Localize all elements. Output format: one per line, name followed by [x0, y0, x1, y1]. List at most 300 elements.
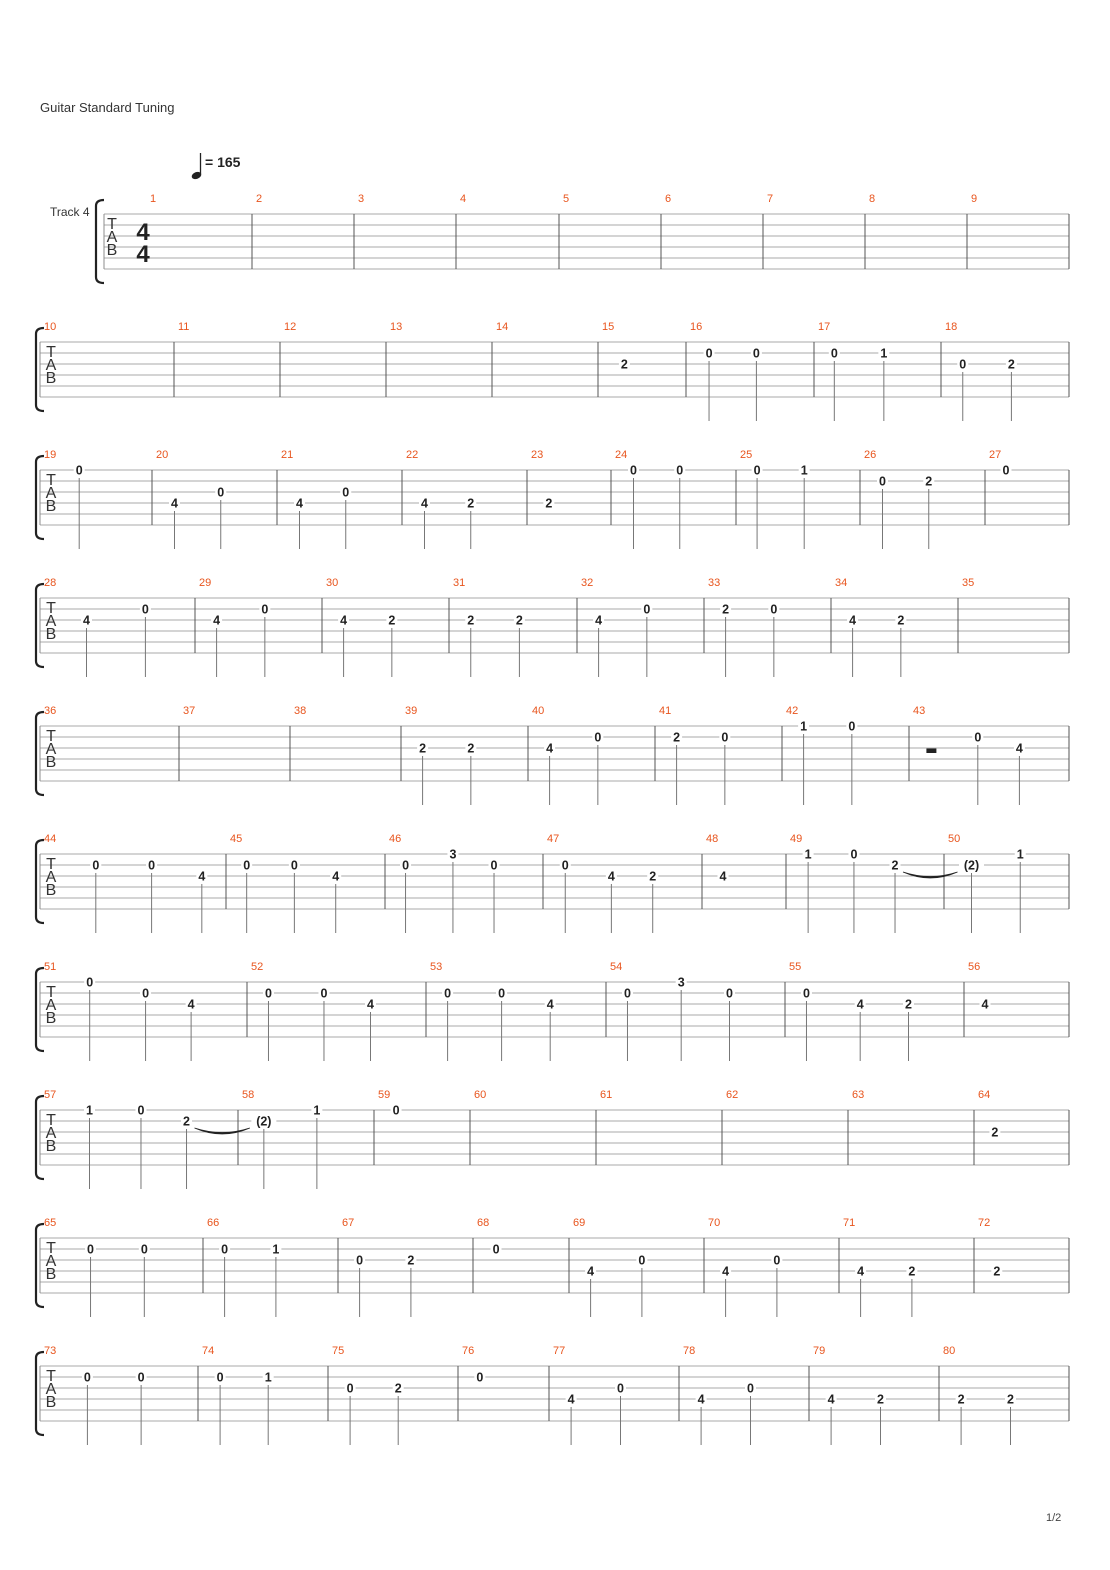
measure-number: 18 — [945, 321, 958, 333]
measure — [978, 1217, 1002, 1279]
fret-number: 0 — [974, 730, 982, 745]
measure-number: 64 — [978, 1089, 991, 1101]
fret-number: 4 — [340, 613, 348, 628]
tab-clef-letter: A — [45, 485, 57, 502]
half-rest — [926, 749, 936, 754]
fret-number: 4 — [719, 869, 727, 884]
measure — [477, 1217, 502, 1257]
fret-number: 0 — [850, 847, 858, 862]
fret-number: 2 — [394, 1381, 402, 1396]
fret-number: 2 — [993, 1264, 1001, 1279]
measure — [971, 193, 977, 205]
tab-clef-letter: A — [106, 229, 118, 246]
measure-number: 63 — [852, 1089, 865, 1101]
tab-clef-letter: T — [46, 472, 56, 489]
fret-number: 0 — [1002, 463, 1010, 478]
tab-clef-letter: T — [46, 728, 56, 745]
measure-number: 58 — [242, 1089, 255, 1101]
measure — [600, 1089, 612, 1101]
fret-number: 0 — [290, 858, 298, 873]
fret-number: 1 — [800, 719, 808, 734]
measure — [581, 577, 652, 677]
measure-number: 41 — [659, 705, 672, 717]
measure-number: 7 — [767, 193, 774, 205]
measure-number: 30 — [326, 577, 339, 589]
measure — [615, 449, 685, 549]
fret-number: 0 — [773, 1253, 781, 1268]
fret-number: 0 — [848, 719, 856, 734]
measure — [44, 705, 56, 717]
fret-number: 0 — [402, 858, 410, 873]
tab-clef-letter: B — [45, 1138, 57, 1155]
tab-system — [36, 577, 1069, 677]
fret-number: 4 — [213, 613, 221, 628]
measure-number: 80 — [943, 1345, 956, 1357]
fret-number: 0 — [75, 463, 83, 478]
fret-number: (2) — [256, 1114, 272, 1129]
measure-number: 59 — [378, 1089, 391, 1101]
fret-number: 0 — [721, 730, 729, 745]
fret-number: 0 — [342, 485, 350, 500]
fret-number: 0 — [752, 346, 760, 361]
page-number: 1/2 — [1046, 1512, 1062, 1524]
tab-clef-letter: B — [45, 1010, 57, 1027]
measure-number: 27 — [989, 449, 1002, 461]
measure-number: 67 — [342, 1217, 355, 1229]
measure — [294, 705, 306, 717]
measure — [864, 449, 934, 549]
measure — [358, 193, 364, 205]
measure — [553, 1345, 626, 1445]
fret-number: 0 — [320, 986, 328, 1001]
measure — [462, 1345, 485, 1385]
measure-number: 60 — [474, 1089, 487, 1101]
measure-number: 40 — [532, 705, 545, 717]
measure — [44, 961, 197, 1061]
measure-number: 46 — [389, 833, 402, 845]
fret-number: 0 — [137, 1370, 145, 1385]
measure-number: 6 — [665, 193, 672, 205]
fret-number: 2 — [467, 741, 475, 756]
measure — [342, 1217, 416, 1317]
measure — [326, 577, 397, 677]
tab-clef-letter: B — [45, 1266, 57, 1283]
fret-number: 0 — [617, 1381, 624, 1396]
tie-arc — [195, 1128, 250, 1134]
measure-number: 62 — [726, 1089, 739, 1101]
measure-number: 22 — [406, 449, 419, 461]
tab-system — [36, 961, 1069, 1061]
fret-number: 4 — [546, 997, 554, 1012]
fret-number: 2 — [419, 741, 427, 756]
measure-number: 55 — [789, 961, 802, 973]
fret-number: 0 — [830, 346, 838, 361]
measure — [913, 705, 1025, 805]
measure-number: 23 — [531, 449, 544, 461]
measure — [150, 193, 156, 205]
fret-number: 0 — [630, 463, 637, 478]
measure-number: 79 — [813, 1345, 826, 1357]
measure — [44, 577, 151, 677]
measure — [843, 1217, 917, 1317]
fret-number: 2 — [467, 496, 475, 511]
measure-number: 17 — [818, 321, 831, 333]
tab-system — [36, 1345, 1069, 1445]
measure-number: 29 — [199, 577, 212, 589]
measure — [943, 1345, 1016, 1445]
measure-number: 1 — [150, 193, 157, 205]
measure — [708, 1217, 782, 1317]
fret-number: 0 — [392, 1103, 400, 1118]
tab-clef-letter: B — [45, 1394, 57, 1411]
measure-number: 72 — [978, 1217, 991, 1229]
measure — [790, 833, 961, 933]
fret-number: 0 — [356, 1253, 364, 1268]
tab-system — [96, 193, 1069, 283]
fret-number: 4 — [849, 613, 857, 628]
tab-clef-letter: B — [106, 242, 118, 259]
fret-number: 4 — [187, 997, 195, 1012]
measure-number: 61 — [600, 1089, 613, 1101]
measure-number: 8 — [869, 193, 876, 205]
fret-number: 2 — [673, 730, 681, 745]
tab-clef-letter: B — [45, 882, 57, 899]
measure — [726, 1089, 738, 1101]
fret-number: 2 — [1007, 357, 1015, 372]
fret-number: 4 — [607, 869, 615, 884]
fret-number: 4 — [332, 869, 340, 884]
measure — [405, 705, 476, 805]
measure-number: 71 — [843, 1217, 856, 1229]
measure — [242, 1089, 322, 1189]
fret-number: 1 — [804, 847, 812, 862]
tab-clef-letter: B — [45, 370, 57, 387]
fret-number: 2 — [1007, 1392, 1014, 1407]
fret-number: 1 — [264, 1370, 272, 1385]
measure — [547, 833, 658, 933]
measure-number: 74 — [202, 1345, 215, 1357]
measure-number: 24 — [615, 449, 628, 461]
fret-number: 2 — [545, 496, 553, 511]
measure-number: 68 — [477, 1217, 490, 1229]
measure — [767, 193, 773, 205]
fret-number: 0 — [140, 1242, 148, 1257]
fret-number: 0 — [137, 1103, 145, 1118]
measure — [665, 193, 671, 205]
tab-clef-letter: A — [45, 741, 57, 758]
measure-number: 38 — [294, 705, 307, 717]
fret-number: 2 — [891, 858, 899, 873]
measure — [430, 961, 556, 1061]
measure-number: 45 — [230, 833, 243, 845]
measure-number: 73 — [44, 1345, 57, 1357]
fret-number: 0 — [624, 986, 631, 1001]
fret-number: 4 — [981, 997, 989, 1012]
fret-number: 1 — [86, 1103, 93, 1118]
measure-number: 32 — [581, 577, 594, 589]
tuning-label: Guitar Standard Tuning — [40, 100, 175, 115]
measure-number: 25 — [740, 449, 753, 461]
measure-number: 14 — [496, 321, 509, 333]
measure — [496, 321, 508, 333]
measure-number: 70 — [708, 1217, 721, 1229]
measure-number: 19 — [44, 449, 57, 461]
fret-number: 0 — [498, 986, 506, 1001]
fret-number: 0 — [753, 463, 761, 478]
fret-number: 4 — [367, 997, 374, 1012]
measure-number: 76 — [462, 1345, 475, 1357]
measure — [44, 1345, 147, 1445]
measure — [460, 193, 466, 205]
measure — [178, 321, 189, 333]
fret-number: 0 — [148, 858, 156, 873]
fret-number: 2 — [407, 1253, 415, 1268]
measure — [281, 449, 351, 549]
fret-number: 2 — [905, 997, 912, 1012]
measure — [563, 193, 569, 205]
measure — [207, 1217, 281, 1317]
fret-number: 1 — [880, 346, 888, 361]
measure — [251, 961, 376, 1061]
tab-clef-letter: T — [46, 984, 56, 1001]
measure — [786, 705, 857, 805]
measure — [835, 577, 906, 677]
measure — [659, 705, 730, 805]
fret-number: 2 — [991, 1125, 999, 1140]
fret-number: 0 — [265, 986, 272, 1001]
measure-number: 75 — [332, 1345, 345, 1357]
measure — [44, 321, 56, 333]
fret-number: 0 — [444, 986, 452, 1001]
measure-number: 37 — [183, 705, 196, 717]
fret-number: 1 — [272, 1242, 280, 1257]
measure — [332, 1345, 404, 1445]
measure — [202, 1345, 274, 1445]
measure-number: 33 — [708, 577, 721, 589]
fret-number: 0 — [476, 1370, 484, 1385]
measure — [962, 577, 974, 589]
measure — [453, 577, 525, 677]
fret-number: 0 — [87, 1242, 95, 1257]
measure-number: 28 — [44, 577, 57, 589]
fret-number: 0 — [747, 1381, 754, 1396]
measure-number: 78 — [683, 1345, 696, 1357]
fret-number: 0 — [638, 1253, 646, 1268]
fret-number: 1 — [1016, 847, 1024, 862]
fret-number: 2 — [722, 602, 730, 617]
measure — [573, 1217, 647, 1317]
measure — [199, 577, 270, 677]
tab-system — [36, 833, 1069, 933]
measure-number: 35 — [962, 577, 975, 589]
fret-number: 4 — [857, 1264, 865, 1279]
fret-number: 4 — [171, 496, 178, 511]
measure-number: 31 — [453, 577, 466, 589]
fret-number: 1 — [313, 1103, 321, 1118]
tab-clef-letter: B — [45, 626, 57, 643]
fret-number: 2 — [388, 613, 396, 628]
measure-number: 53 — [430, 961, 443, 973]
fret-number: 4 — [198, 869, 206, 884]
measure-number: 56 — [968, 961, 981, 973]
measure — [690, 321, 762, 421]
measure-number: 54 — [610, 961, 623, 973]
fret-number: 4 — [567, 1392, 575, 1407]
measure — [708, 577, 779, 677]
fret-number: 0 — [346, 1381, 354, 1396]
measure-number: 66 — [207, 1217, 220, 1229]
fret-number: 1 — [800, 463, 808, 478]
measure-number: 44 — [44, 833, 57, 845]
measure-number: 13 — [390, 321, 403, 333]
fret-number: 4 — [697, 1392, 705, 1407]
fret-number: 0 — [243, 858, 251, 873]
fret-number: 2 — [897, 613, 905, 628]
measure — [44, 1217, 150, 1317]
measure-number: 52 — [251, 961, 264, 973]
measure-number: 20 — [156, 449, 169, 461]
tab-clef-letter: A — [45, 997, 57, 1014]
measure — [852, 1089, 864, 1101]
fret-number: 0 — [561, 858, 569, 873]
tab-clef-letter: A — [45, 357, 57, 374]
measure — [378, 1089, 402, 1118]
fret-number: 3 — [449, 847, 457, 862]
measure-number: 47 — [547, 833, 560, 845]
measure-number: 11 — [178, 321, 190, 333]
tab-system — [36, 449, 1069, 549]
tab-clef-letter: T — [46, 344, 56, 361]
measure-number: 21 — [281, 449, 294, 461]
fret-number: 4 — [827, 1392, 835, 1407]
measure — [256, 193, 262, 205]
tab-system — [36, 1089, 1069, 1189]
fret-number: 4 — [587, 1264, 595, 1279]
fret-number: 0 — [803, 986, 810, 1001]
measure — [390, 321, 402, 333]
fret-number: 2 — [183, 1114, 190, 1129]
tab-system — [36, 321, 1069, 421]
fret-number: 2 — [908, 1264, 916, 1279]
measure — [945, 321, 1017, 421]
fret-number: (2) — [963, 858, 980, 873]
tab-clef-letter: T — [46, 1240, 56, 1257]
fret-number: 4 — [595, 613, 603, 628]
measure-number: 42 — [786, 705, 799, 717]
fret-number: 0 — [217, 485, 225, 500]
fret-number: 0 — [142, 986, 150, 1001]
fret-number: 0 — [705, 346, 713, 361]
measure — [406, 449, 476, 549]
time-signature-bottom: 4 — [136, 241, 150, 268]
measure-number: 16 — [690, 321, 703, 333]
tie-arc — [903, 872, 957, 878]
fret-number: 4 — [83, 613, 90, 628]
measure-number: 50 — [948, 833, 961, 845]
tab-system — [36, 1217, 1069, 1317]
measure — [610, 961, 735, 1061]
fret-number: 0 — [643, 602, 651, 617]
measure — [230, 833, 341, 933]
measure-number: 5 — [563, 193, 570, 205]
fret-number: 0 — [261, 602, 269, 617]
fret-number: 0 — [594, 730, 602, 745]
measure — [813, 1345, 886, 1445]
tab-clef-letter: T — [46, 1368, 56, 1385]
system-bracket — [96, 200, 104, 283]
tab-clef-letter: A — [45, 1125, 57, 1142]
measure — [818, 321, 889, 421]
tab-clef-letter: T — [46, 1112, 56, 1129]
tab-clef-letter: A — [45, 1381, 57, 1398]
measure-number: 36 — [44, 705, 57, 717]
fret-number: 0 — [221, 1242, 229, 1257]
measure-number: 51 — [44, 961, 57, 973]
fret-number: 2 — [467, 613, 475, 628]
measure — [284, 321, 296, 333]
fret-number: 4 — [1015, 741, 1023, 756]
measure — [389, 833, 500, 933]
fret-number: 2 — [925, 474, 933, 489]
measure-number: 3 — [358, 193, 365, 205]
measure-number: 65 — [44, 1217, 57, 1229]
fret-number: 0 — [879, 474, 886, 489]
measure-number: 10 — [44, 321, 57, 333]
fret-number: 2 — [957, 1392, 965, 1407]
tab-clef-letter: T — [107, 216, 117, 233]
fret-number: 0 — [92, 858, 100, 873]
measure — [474, 1089, 486, 1101]
measure — [789, 961, 914, 1061]
measure — [740, 449, 810, 549]
measure-number: 4 — [460, 193, 467, 205]
fret-number: 0 — [141, 602, 149, 617]
measure-number: 2 — [256, 193, 263, 205]
tab-clef-letter: A — [45, 613, 57, 630]
fret-number: 0 — [86, 975, 94, 990]
time-signature-top: 4 — [136, 219, 150, 246]
fret-number: 2 — [515, 613, 523, 628]
fret-number: 4 — [722, 1264, 730, 1279]
fret-number: 0 — [492, 1242, 500, 1257]
fret-number: 2 — [649, 869, 657, 884]
fret-number: 0 — [770, 602, 778, 617]
measure — [989, 449, 1012, 478]
fret-number: 2 — [620, 357, 628, 372]
measure — [44, 1089, 250, 1189]
measure — [869, 193, 875, 205]
measure-number: 9 — [971, 193, 978, 205]
measure-number: 48 — [706, 833, 719, 845]
measure-number: 57 — [44, 1089, 57, 1101]
fret-number: 0 — [959, 357, 967, 372]
fret-number: 4 — [856, 997, 864, 1012]
tab-clef-letter: T — [46, 600, 56, 617]
fret-number: 0 — [83, 1370, 91, 1385]
fret-number: 4 — [421, 496, 428, 511]
measure — [531, 449, 554, 511]
measure-number: 49 — [790, 833, 803, 845]
measure — [44, 833, 207, 933]
fret-number: 0 — [676, 463, 684, 478]
fret-number: 4 — [296, 496, 303, 511]
tab-clef-letter: A — [45, 1253, 57, 1270]
fret-number: 0 — [216, 1370, 224, 1385]
measure — [683, 1345, 756, 1445]
measure-number: 12 — [284, 321, 297, 333]
measure-number: 39 — [405, 705, 418, 717]
measure-number: 26 — [864, 449, 877, 461]
